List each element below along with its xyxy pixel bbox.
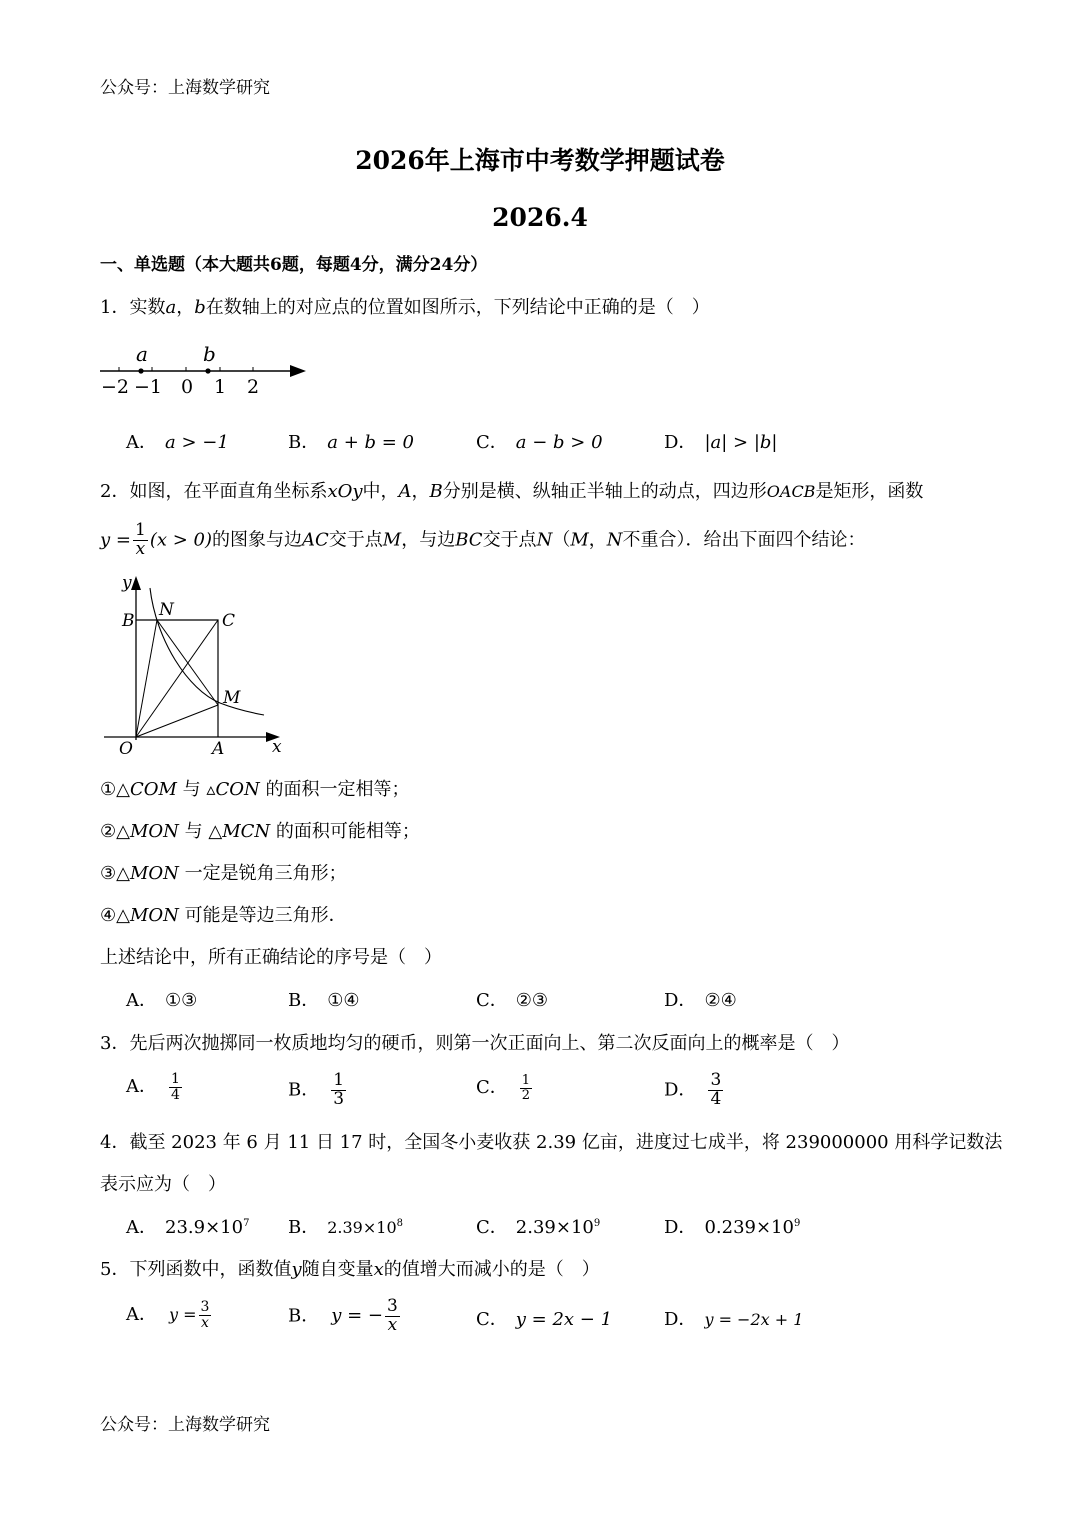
conclusion-2: ②△MON 与 △MCN 的面积可能相等； — [100, 821, 420, 842]
document-title: 2026年上海市中考数学押题试卷 — [355, 146, 725, 175]
point-a-label: a — [136, 342, 148, 366]
q3-option-b: B． $\frac{1}{3}$ — [288, 1070, 345, 1109]
q4-option-d: D． $0.239\times 10^9$ — [664, 1217, 801, 1238]
segment-on — [136, 620, 157, 737]
point-b-label: b — [203, 342, 216, 366]
q2-option-a: A． ①③ — [126, 990, 198, 1011]
point-o-label: O — [119, 739, 133, 759]
q1-option-a: A． a > −1 — [126, 432, 229, 453]
question-3-stem: 3．先后两次抛掷同一枚质地均匀的硬币，则第一次正面向上、第二次反面向上的概率是（ ） — [100, 1033, 850, 1054]
q4-option-a: A． $23.9\times 10^7$ — [126, 1217, 250, 1238]
number-line-arrow — [290, 365, 306, 377]
q2-option-b: B． ①④ — [288, 990, 360, 1011]
point-b-label: B — [122, 611, 135, 631]
x-axis-label: x — [272, 737, 282, 757]
q1-option-d: D． |a| > |b| — [664, 432, 778, 453]
point-c-label: C — [222, 611, 236, 631]
section-heading: 一、单选题（本大题共6题，每题4分，满分24分） — [100, 255, 488, 275]
point-a-label: A — [212, 739, 225, 759]
q4-option-b: B． $2.39\times 10^8$ — [288, 1217, 403, 1238]
point-b-dot — [205, 368, 210, 373]
segment-oc — [136, 620, 218, 737]
page-header: 公众号：上海数学研究 — [100, 78, 270, 98]
number-line-figure — [96, 340, 311, 400]
y-axis-label: y — [122, 573, 132, 593]
question-4-line-1: 4．截至 2023 年 6 月 11 日 17 时，全国冬小麦收获 2.39 亿亩，进度过七成半，将 239000000 用科学记数法 — [100, 1132, 1003, 1153]
q3-option-a: A． $\frac{1}{4}$ — [126, 1071, 180, 1103]
q5-option-b: B． y = − $\frac{3}{x}$ — [288, 1296, 398, 1335]
q1-option-c: C． a − b > 0 — [476, 432, 603, 453]
coordinate-figure — [98, 570, 298, 760]
q5-option-c: C． y = 2x − 1 — [476, 1309, 613, 1330]
question-2-line-1: 2．如图，在平面直角坐标系xOy中，A，B分别是横、纵轴正半轴上的动点，四边形OACB是矩形，函数 — [100, 481, 924, 502]
question-2-ask: 上述结论中，所有正确结论的序号是（ ） — [100, 947, 442, 968]
q2-option-c: C． ②③ — [476, 990, 549, 1011]
tick-label: 2 — [247, 376, 260, 398]
q5-option-a: A． y = $\frac{3}{x}$ — [126, 1299, 210, 1331]
conclusion-3: ③△MON 一定是锐角三角形； — [100, 863, 347, 884]
tick-label: −2 — [101, 376, 130, 398]
q3-option-d: D． $\frac{3}{4}$ — [664, 1070, 722, 1109]
question-5-stem: 5．下列函数中，函数值y随自变量x的值增大而减小的是（ ） — [100, 1259, 600, 1280]
conclusion-1: ①△COM 与 ▵CON 的面积一定相等； — [100, 779, 410, 800]
question-2-line-2: y = $\frac{1}{x}$ (x > 0)的图象与边AC交于点M，与边BC交于点N（M，N不重合）．给出下面四个结论： — [100, 520, 866, 559]
point-m-label: M — [223, 688, 241, 708]
point-n-label: N — [159, 600, 174, 620]
tick-label: 0 — [181, 376, 194, 398]
q5-option-d: D． y = −2x + 1 — [664, 1309, 804, 1330]
tick-label: 1 — [214, 376, 227, 398]
question-4-line-2: 表示应为（ ） — [100, 1174, 226, 1195]
q3-option-c: C． $\frac{1}{2}$ — [476, 1073, 531, 1103]
tick-label: −1 — [134, 376, 163, 398]
q1-option-b: B． a + b = 0 — [288, 432, 414, 453]
question-1-stem: 1．实数a，b在数轴上的对应点的位置如图所示，下列结论中正确的是（ ） — [100, 297, 710, 318]
segment-om — [136, 705, 218, 737]
q4-option-c: C． $2.39\times 10^9$ — [476, 1217, 601, 1238]
point-a-dot — [138, 368, 143, 373]
document-date: 2026.4 — [492, 203, 588, 232]
y-axis-arrow — [131, 576, 141, 590]
q2-option-d: D． ②④ — [664, 990, 737, 1011]
conclusion-4: ④△MON 可能是等边三角形． — [100, 905, 347, 926]
page-footer: 公众号：上海数学研究 — [100, 1415, 270, 1435]
